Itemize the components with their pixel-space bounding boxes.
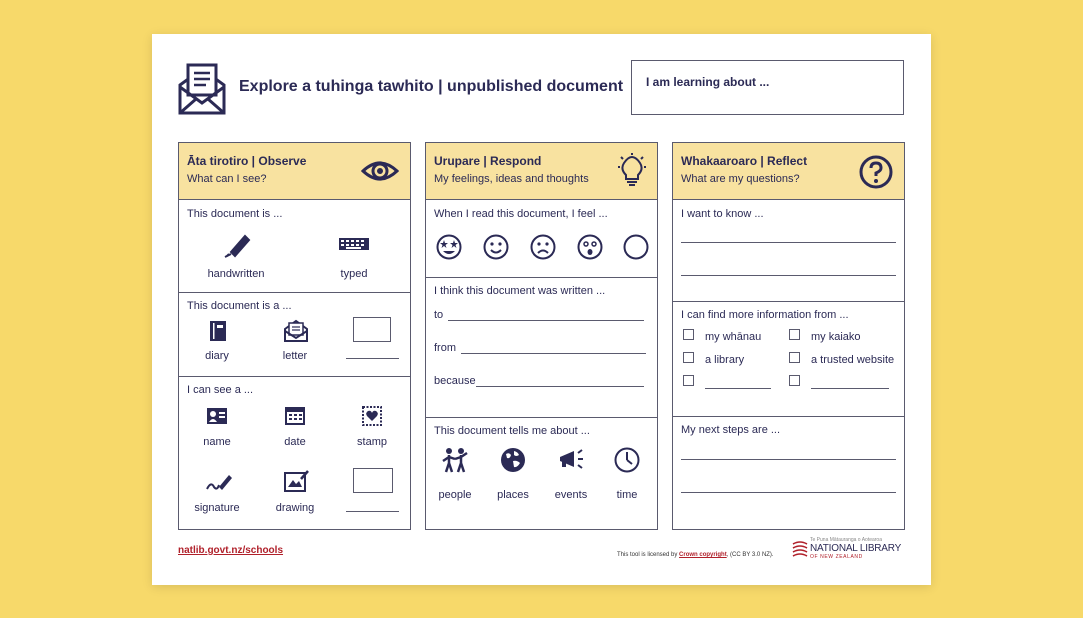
schools-link[interactable]: natlib.govt.nz/schools [178,545,284,556]
calendar-icon [285,405,305,425]
to-label: to [434,309,444,321]
feelings-label: When I read this document, I feel ... [434,208,608,220]
time-label: time [616,489,638,501]
reflect-panel [672,142,905,530]
kaiako-checkbox[interactable] [789,329,800,340]
learning-about-label: I am learning about ... [646,75,770,89]
observe-title: Āta tirotiro | Observe [187,154,307,168]
envelope-letter-icon [178,63,226,115]
respond-title: Urupare | Respond [434,154,542,168]
tells-me-section [426,417,657,528]
i-can-see-section [179,376,410,528]
respond-header [426,143,657,200]
stamp-label: stamp [357,436,387,448]
more-info-label: I can find more information from ... [681,309,849,321]
other-see-box[interactable] [353,468,393,493]
diary-icon [209,320,227,342]
logo-top-text: Te Puna Mātauranga o Aotearoa [810,537,882,543]
written-section [426,277,657,418]
people-label: people [438,489,472,501]
pen-icon [223,230,253,258]
library-checkbox[interactable] [683,352,694,363]
date-label: date [284,436,306,448]
typed-label: typed [340,268,368,280]
globe-icon [500,447,526,473]
drawing-icon [283,469,309,493]
respond-panel [425,142,658,530]
events-label: events [554,489,588,501]
id-card-icon [206,407,228,425]
question-mark-icon [859,155,893,189]
drawing-label: drawing [275,502,315,514]
crown-copyright-link[interactable]: Crown copyright [679,552,727,558]
reflect-subtitle: What are my questions? [681,173,800,185]
document-type-section [179,200,410,293]
observe-panel [178,142,411,530]
surprised-face-icon[interactable] [577,234,603,260]
megaphone-icon [556,447,586,473]
want-to-know-section [673,200,904,302]
signature-label: signature [194,502,240,514]
kaiako-label: my kaiako [811,331,861,343]
more-info-section [673,301,904,417]
logo-main-text: NATIONAL LIBRARY [810,543,902,554]
blank-face-icon[interactable] [623,234,649,260]
letter-icon [283,319,309,343]
to-line[interactable] [448,320,644,321]
keyboard-icon [338,237,370,251]
star-eyes-face-icon[interactable] [436,234,462,260]
next-line-1[interactable] [681,459,896,460]
observe-header [179,143,410,200]
smile-face-icon[interactable] [483,234,509,260]
sad-face-icon[interactable] [530,234,556,260]
other-kind-line[interactable] [346,358,399,359]
whanau-checkbox[interactable] [683,329,694,340]
want-line-2[interactable] [681,275,896,276]
license-text [617,552,774,558]
because-label: because [434,375,476,387]
respond-subtitle: My feelings, ideas and thoughts [434,173,589,185]
places-label: places [497,489,529,501]
diary-label: diary [205,350,229,362]
other-kind-box[interactable] [353,317,391,342]
want-to-know-label: I want to know ... [681,208,764,220]
national-library-logo [792,538,906,560]
reflect-title: Whakaaroaro | Reflect [681,154,808,168]
name-label: name [203,436,231,448]
other-source-line-1[interactable] [705,388,771,389]
because-line[interactable] [476,386,644,387]
lightbulb-icon [616,153,648,189]
reflect-header [673,143,904,200]
whanau-label: my whānau [705,331,762,343]
website-checkbox[interactable] [789,352,800,363]
next-steps-section [673,416,904,528]
handwritten-label: handwritten [207,268,265,280]
want-line-1[interactable] [681,242,896,243]
i-can-see-label: I can see a ... [187,384,254,396]
tells-me-label: This document tells me about ... [434,425,590,437]
signature-icon [205,471,233,493]
next-line-2[interactable] [681,492,896,493]
people-icon [440,447,470,473]
license-post: , (CC BY 3.0 NZ). [726,552,774,558]
other-source-checkbox-2[interactable] [789,375,800,386]
website-label: a trusted website [811,354,895,366]
letter-label: letter [282,350,308,362]
other-source-checkbox-1[interactable] [683,375,694,386]
license-pre: This tool is licensed by [617,552,680,558]
document-kind-section [179,292,410,377]
next-steps-label: My next steps are ... [681,424,781,436]
eye-icon [361,157,399,185]
from-label: from [434,342,456,354]
document-type-label: This document is ... [187,208,283,220]
observe-subtitle: What can I see? [187,173,267,185]
logo-sub-text: OF NEW ZEALAND [810,554,863,560]
library-label: a library [705,354,745,366]
written-label: I think this document was written ... [434,285,606,297]
learning-about-box[interactable] [631,60,904,115]
from-line[interactable] [461,353,646,354]
logo-mark-icon [792,540,808,558]
other-source-line-2[interactable] [811,388,889,389]
document-kind-label: This document is a ... [187,300,292,312]
feelings-section [426,200,657,278]
clock-icon [614,447,640,473]
page-title: Explore a tuhinga tawhito | unpublished document [239,78,624,95]
stamp-icon [361,405,383,427]
other-see-line[interactable] [346,511,399,512]
